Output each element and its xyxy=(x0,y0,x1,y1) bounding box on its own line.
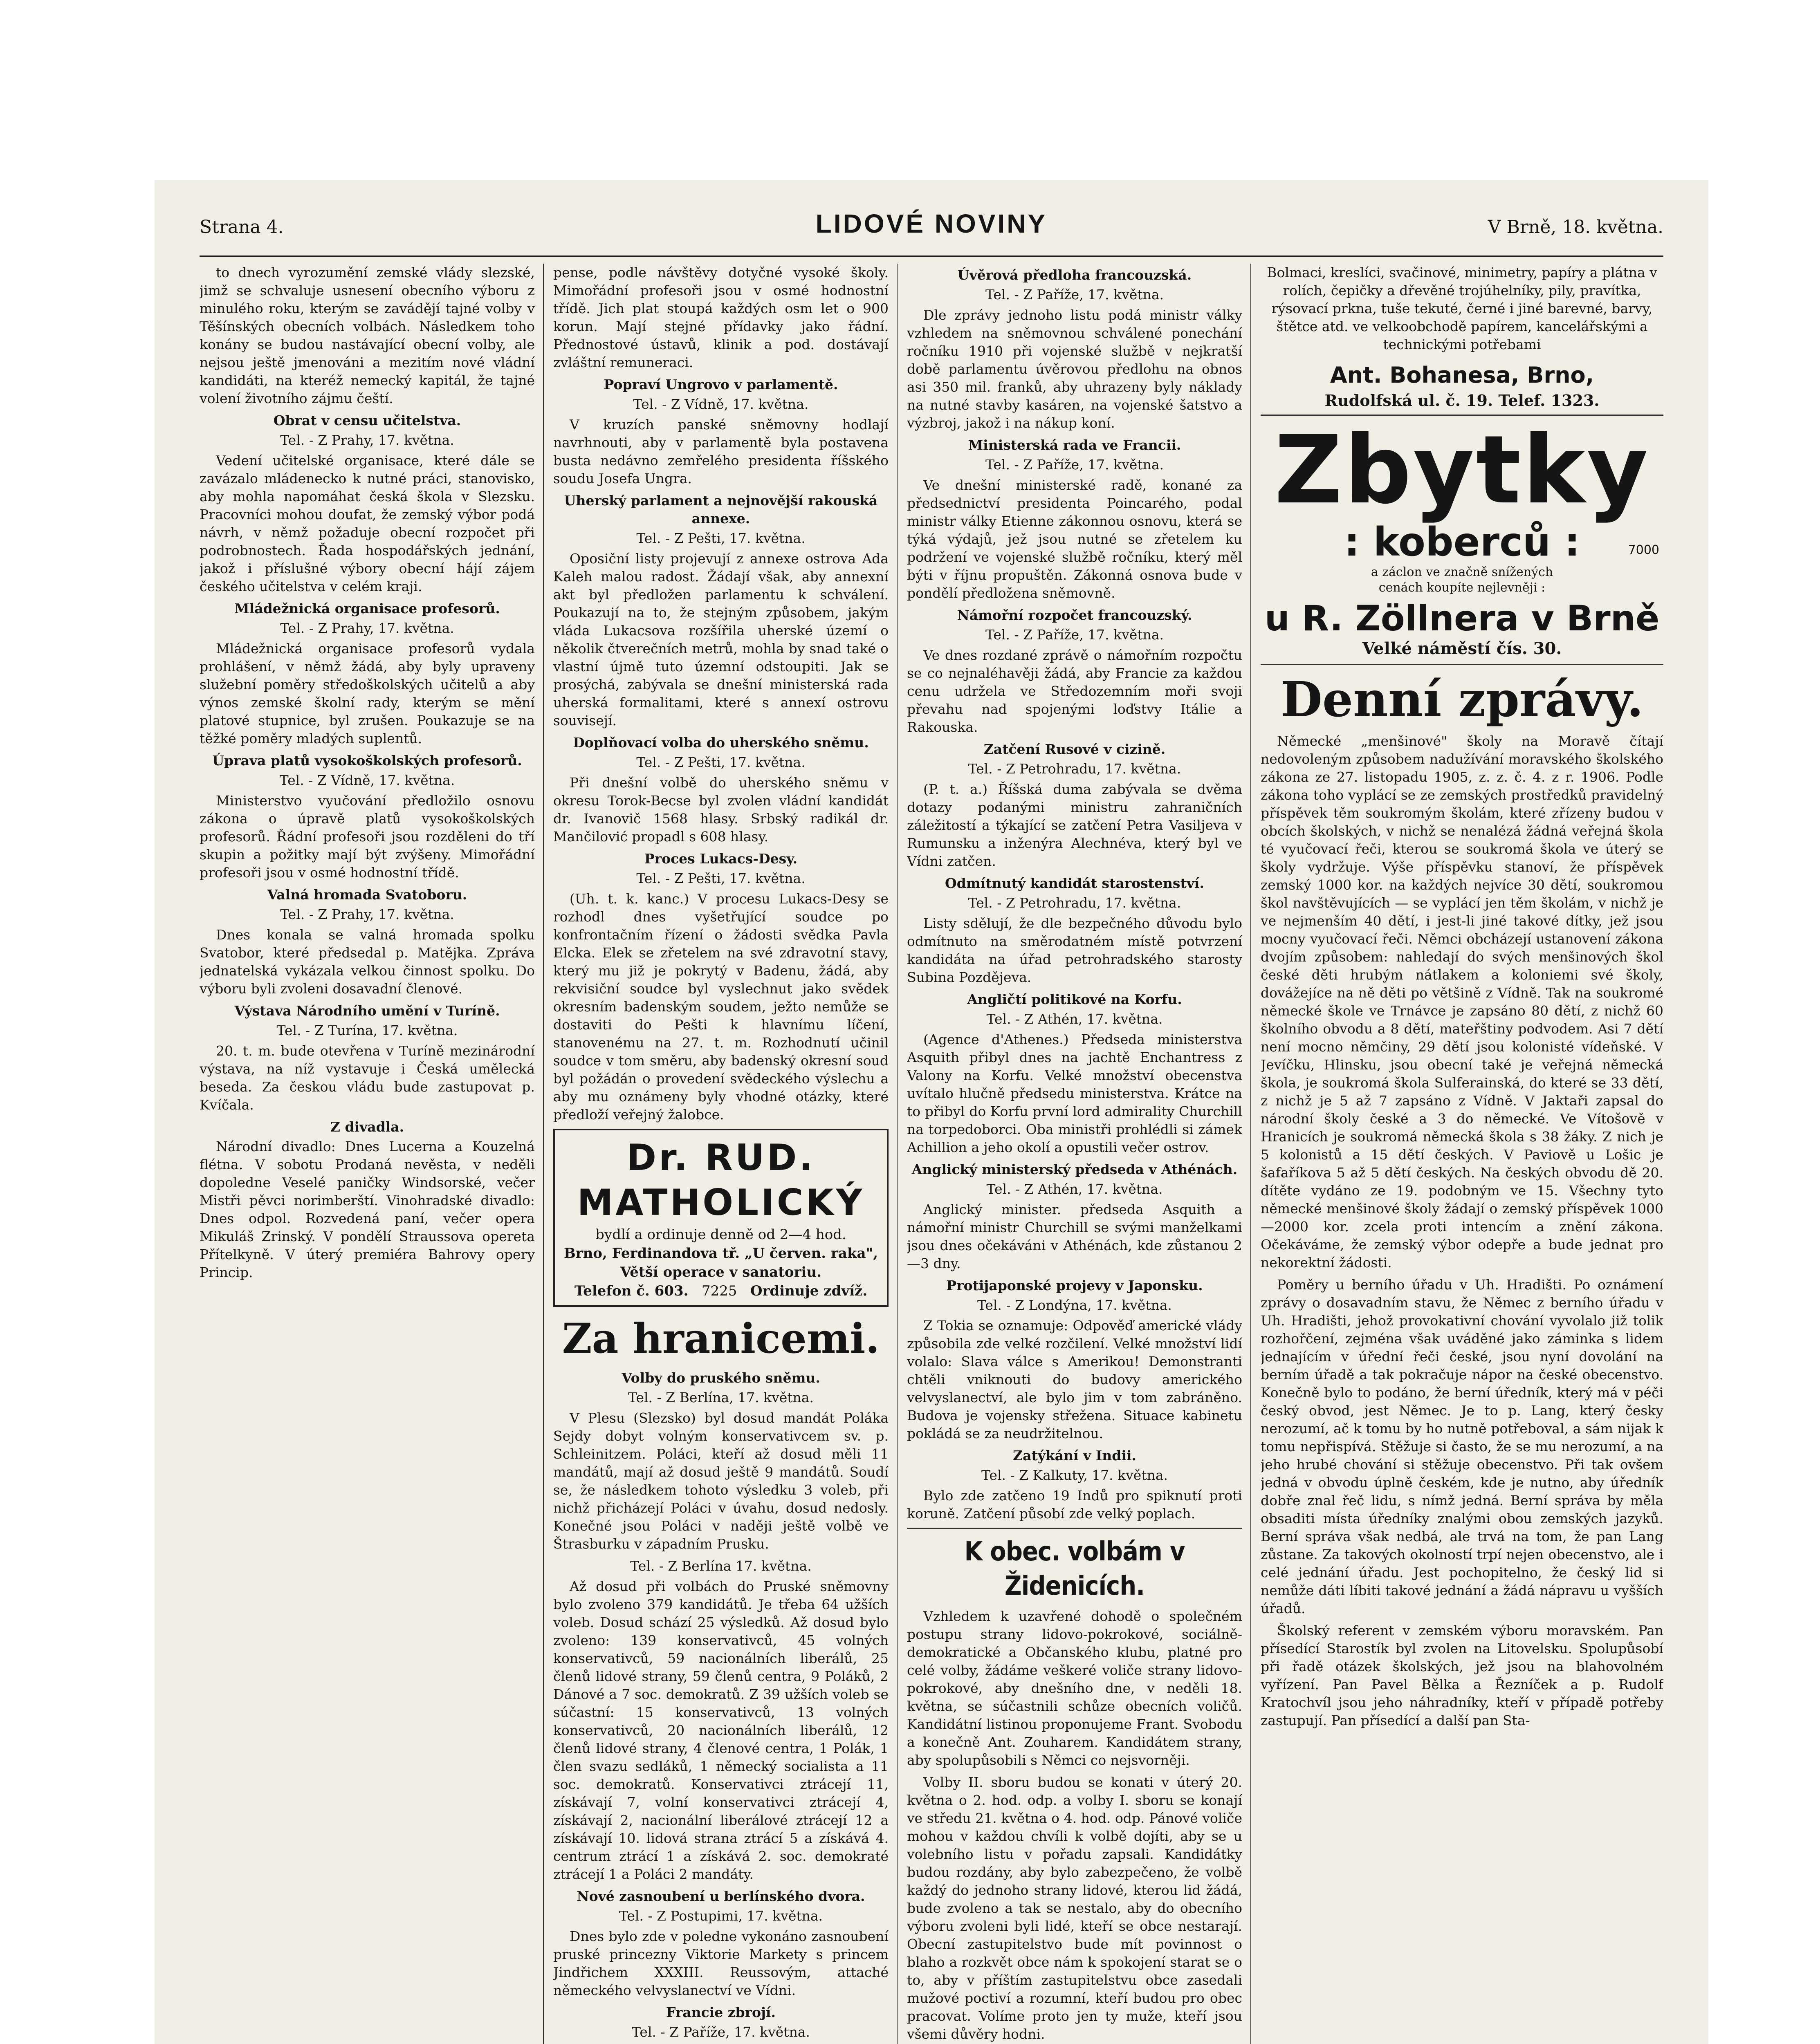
article-headline: Anglický ministerský předseda v Athénách. xyxy=(911,1161,1238,1177)
ad-firm-address: Velké náměstí čís. 30. xyxy=(1362,639,1562,658)
article-headline: Doplňovací volba do uherského sněmu. xyxy=(573,735,869,751)
article-text: Vzhledem k uzavřené dohodě o společném postupu strany lidovo-pokrokové, sociálně-demokratické a Občanského klubu, platné pro celé volby, žádáme veškeré voliče strany lidovo-pokrokové, aby dnešního dne, v neděli 18. května, se súčastnili schůze obecních voličů. Kandidátní listinou proponujeme Frant. Svobodu a konečně Ant. Zouharem. Kandidátem strany, aby spolupůsobili s Němci co nejsvorněji. xyxy=(907,1608,1242,1768)
doctor-advertisement xyxy=(553,1129,889,1307)
ad-subheadline xyxy=(1261,520,1663,565)
article-headline: Protijaponské projevy v Japonsku. xyxy=(946,1278,1203,1293)
article-headline: Úvěrová předloha francouzská. xyxy=(957,267,1192,283)
ad-firm-address: Rudolfská ul. č. 19. Telef. 1323. xyxy=(1324,391,1600,410)
ad-hours: bydlí a ordinuje denně od 2—4 hod. xyxy=(595,1226,846,1243)
article-text: Mládežnická organisace profesorů vydala prohlášení, v němž žádá, aby byly upraveny služební poměry středoškolských učitelů a aby výnos zemské školní rady, kterým se mění platové stupnice, byl zrušen. Poukazuje se na těžké poměry mladých suplentů. xyxy=(200,641,535,746)
column-divider xyxy=(897,264,898,2044)
dateline: Tel. - Z Londýna, 17. května. xyxy=(977,1297,1172,1313)
dateline: Tel. - Z Paříže, 17. května. xyxy=(985,287,1164,303)
article-text: Vedení učitelské organisace, které dále se zavázalo mládenecko k nutné práci, stanovisko, aby mohla napomáhat česká škola v Slezsku. Pracovníci mohou doufat, že zemský výbor podá návrh, v němž požaduje obecní rozpočet při podrobnostech. Řada hospodářských jednání, jakož i příslušné výbory obecní hájí zájem českého učitelstva v celém kraji. xyxy=(200,453,535,594)
stationery-advertisement xyxy=(1261,264,1663,410)
article-text: (Uh. t. k. kanc.) V procesu Lukacs-Desy se rozhodl dnes vyšetřující soudce po konfrontačním řízení o žádosti svědka Pavla Elcka. Elek se zřetelem na své zdravotní stavy, který mu již je pokrytý v Badenu, žádá, aby rekvisiční soudce byl vyslechnut jako svědek okresním badenským soudem, ježto nemůže se dostaviti do Pešti k hlavnímu líčení, stanovenému na 27. t. m. Rozhodnutí učinil soudce v tom směru, aby badenský okresní soud byl požádán o provedení svědeckého výslechu a aby mu oznámeny byly vhodné otázky, které předloží veřejný žalobce. xyxy=(553,891,889,1123)
column-1 xyxy=(200,264,535,2044)
dateline: Tel. - Z Paříže, 17. května. xyxy=(985,457,1164,473)
ad-text: a záclon ve značně snížených xyxy=(1371,565,1553,579)
ad-code: 7225 xyxy=(701,1283,737,1299)
article-text: Anglický minister. předseda Asquith a námořní ministr Churchill se svými manželkami jsou dnes očekáváni v Athénách, kde zůstanou 2—3 dny. xyxy=(907,1201,1242,1271)
article-text: Z Tokia se oznamuje: Odpověď americké vlády způsobila zde velké rozčilení. Velké množství lidí volalo: Slava válce s Amerikou! Demonstranti chtěli vniknouti do budovy amerického velvyslanectví, ale bylo jim v tom zabráněno. Budova je vojensky střežena. Situace kabinetu pokládá se za neudržitelnou. xyxy=(907,1318,1242,1441)
article-text: Oposiční listy projevují z annexe ostrova Ada Kaleh malou radost. Žádají však, aby annexní akt byl předložen parlamentu k schválení. Poukazují na to, že stejným způsobem, jakým vláda Lukacsova rozšířila uherské území o několik čtverečních metrů, mohla by snad také o vlastní újmě tuto územní odstoupiti. Jak se prosýchá, zabývala se dnešní ministerská rada uherská formalitami, které s annexí ostrovu souvisejí. xyxy=(553,551,889,728)
article-headline: Zatýkání v Indii. xyxy=(1013,1448,1136,1464)
dateline: Tel. - Z Athén, 17. května. xyxy=(986,1181,1163,1197)
ad-code: 7000 xyxy=(1628,543,1659,557)
dateline: Tel. - Z Berlína, 17. května. xyxy=(628,1390,814,1405)
ad-address: Brno, Ferdinandova tř. „U červen. raka", xyxy=(563,1245,878,1262)
issue-date: V Brně, 18. května. xyxy=(1488,217,1663,238)
dateline: Tel. - Z Petrohradu, 17. května. xyxy=(968,761,1181,777)
article-headline: Úprava platů vysokoškolských profesorů. xyxy=(212,753,522,769)
article-headline: Odmítnutý kandidát starostenství. xyxy=(945,875,1204,891)
dateline: Tel. - Z Berlína 17. května. xyxy=(630,1558,812,1574)
article-headline: Z divadla. xyxy=(330,1119,404,1135)
dateline: Tel. - Z Turína, 17. května. xyxy=(276,1022,458,1038)
dateline: Tel. - Z Pešti, 17. května. xyxy=(636,870,806,886)
article-text: (Agence d'Athenes.) Předseda ministerstva Asquith přibyl dnes na jachtě Enchantress z Valony na Korfu. Velké množství obecenstva uvítalo hlučně předsedu ministerstva. Krátce na to přibyl do Korfu první lord admirality Churchill na torpedoborci. Oba ministři prohlédli si zámek Achillion a jeho okolí a opustili večer ostrov. xyxy=(907,1031,1242,1155)
column-2 xyxy=(553,264,889,2044)
dateline: Tel. - Z Paříže, 17. května. xyxy=(985,627,1164,643)
page-number: Strana 4. xyxy=(200,217,284,238)
article-headline: Francie zbrojí. xyxy=(666,2004,776,2020)
ad-headline: Zbytky xyxy=(1274,416,1650,525)
dateline: Tel. - Z Prahy, 17. května. xyxy=(280,906,454,922)
newspaper-page xyxy=(155,180,1708,2044)
article-headline: Obrat v censu učitelstva. xyxy=(273,412,461,428)
article-text: V kruzích panské sněmovny hodlají navrhnouti, aby v parlamentě byla postavena busta nedávno zemřelého presidenta říšského soudu Josefa Ungra. xyxy=(553,417,889,486)
dateline: Tel. - Z Prahy, 17. května. xyxy=(280,432,454,448)
article-headline: Ministerská rada ve Francii. xyxy=(968,437,1181,453)
dateline: Tel. - Z Postupimi, 17. května. xyxy=(619,1908,823,1924)
ad-firm-name: Ant. Bohanesa, Brno, xyxy=(1330,362,1594,388)
article-headline: Výstava Národního umění v Turíně. xyxy=(234,1003,500,1019)
masthead: LIDOVÉ NOVINY xyxy=(815,209,1048,238)
dateline: Tel. - Z Paříže, 17. května. xyxy=(631,2024,810,2040)
dateline: Tel. - Z Prahy, 17. května. xyxy=(280,620,454,636)
article-text: Školský referent v zemském výboru moravském. Pan přísedící Starostík byl zvolen na Litovelsku. Spolupůsobí při řadě otázek školských, jež jsou na blahovolném vyřízení. Pan Pavel Bělka a Řezníček a p. Rudolf Kratochvíl jsou jeho náhradníky, kteří v případě potřeby zastupují. Pan přísedící a další pan Sta- xyxy=(1261,1623,1663,1728)
article-headline: Nové zasnoubení u berlínského dvora. xyxy=(577,1888,865,1904)
article-text: Bylo zde zatčeno 19 Indů pro spiknutí proti koruně. Zatčení působí zde velký poplach. xyxy=(907,1488,1242,1522)
article-headline: Námořní rozpočet francouzský. xyxy=(957,607,1192,623)
dateline: Tel. - Z Pešti, 17. května. xyxy=(636,530,806,546)
article-text: Ve dnes rozdané zprávě o námořním rozpočtu se co nejnaléhavěji žádá, aby Francie za každou cenu udržela ve Středozemním moři svoji převahu nad spojenými loďstvy Itálie a Rakouska. xyxy=(907,647,1242,735)
article-text: Dnes konala se valná hromada spolku Svatobor, které předsedal p. Matějka. Zpráva jednatelská vykázala velkou činnost spolku. Do výboru byli zvoleni dosavadní členové. xyxy=(200,927,535,997)
section-heading: Denní zprávy. xyxy=(1280,671,1644,728)
article-text: Při dnešní volbě do uherského sněmu v okresu Torok-Becse byl zvolen vládní kandidát dr. Ivanovič 1568 hlasy. Srbský radikál dr. Mančilović propadl s 608 hlasy. xyxy=(553,775,889,845)
ad-text: cenách koupíte nejlevněji : xyxy=(1378,580,1546,595)
section-rule xyxy=(1261,664,1663,665)
article-headline: Valná hromada Svatoboru. xyxy=(267,887,467,903)
column-4 xyxy=(1261,264,1663,2044)
article-text: Dnes bylo zde v poledne vykonáno zasnoubení pruské princezny Viktorie Markety s princem Jindřichem XXXIII. Reussovým, attaché německého velvyslanectví ve Vídni. xyxy=(553,1928,889,1998)
article-text: Poměry u berního úřadu v Uh. Hradišti. Po oznámení zprávy o dosavadním stavu, že Němec z berního úřadu v Uh. Hradišti, jehož provokativní chování vyvolalo již tolik rozhořčení, zejména však uváděné jako záminka s lidem jednajícím v úřední řeči české, jsou nyní dovolání na berním úřadě a tak pokračuje nápor na české obecenstvo. Konečně bylo to podáno, že berní úředník, který má v péči český obvod, jest Němec. Je to p. Lang, který česky nerozumí, ač k tomu by ho nutně potřeboval, a sám nijak k tomu nepřispívá. Stěžuje si často, že se mu nerozumí, a na jeho hrubé chování si stěžuje obecenstvo. Při tak ovšem jedná v obvodu úplně českém, kde je nutno, aby úředník dobře znal řeč lidu, s nímž jedná. Berní správa by měla obsaditi místa úředníky znalými obou zemských jazyků. Berní správa však nedbá, ale trvá na tom, že pan Lang zůstane. Za takových okolností trpí nejen obecenstvo, ale i celé jednání úřadu. Jest pochopitelno, že český lid si nemůže dáti líbiti takové jednání a žádá nápravu u vyšších úřadů. xyxy=(1261,1277,1663,1616)
article-text: to dnech vyrozumění zemské vlády slezské, jimž se schvaluje usnesení obecního výboru z minulého roku, kterým se zavádějí tajné volby v Těšínských obecních volbách. Následkem toho konány se budou nastávající obecní volby, ale nejsou ještě jmenováni a mezitím nové vládní kandidáti, na kteréž nemecký kapitál, že tajné volení životního zájmu čeští. xyxy=(200,264,535,406)
article-headline: Proces Lukacs-Desy. xyxy=(644,851,798,867)
article-headline: Popraví Ungrovo v parlamentě. xyxy=(604,377,838,392)
article-text: 20. t. m. bude otevřena v Turíně mezinárodní výstava, na níž vystavuje i Česká umělecká beseda. Za českou vládu bude zastupovat p. Kvíčala. xyxy=(200,1043,535,1113)
header-rule xyxy=(200,256,1663,257)
ad-lift: Ordinuje zdvíž. xyxy=(750,1283,868,1299)
ad-contact xyxy=(559,1282,883,1300)
section-heading: K obec. volbám v Židenicích. xyxy=(964,1537,1185,1601)
article-text: Německé „menšinové" školy na Moravě čítají nedovoleným způsobem nadužívání moravského školského zákona ze 27. listopadu 1905, z. z. č. 4. z r. 1906. Podle zákona toho vyplácí se ze zemských prostředků pravidelný příspěvek těm soukromým školám, které zřízeny budou v obcích školských, v nichž se nenalézá žádná veřejná škola té vyučovací řeči, kterou se soukromá škola ve úterý se školy vydržuje. Výše příspěvku stanoví, že příspěvek zemský 1000 kor. na každých nejvíce 30 dětí, soukromou škol navštěvujících — se vyplácí jen těm školám, v nichž je ve nejmenším 40 dětí, i jest-li jiné takové dítky, jež jsou mocny vyučovací řeči. Němci obcházejí ustanovení zákona dvojím způsobem: nahledají do svých menšinových škol české děti hrubým nátlakem a koloniemi své školy, dovážejíce na ně děti po většině z Vídně. Tak na soukromé německé škole ve Trnávce je zapsáno 80 dětí, z nichž 60 školního obvodu a 8 dětí, mateřštiny podvodem. Asi 7 dětí není mocno němčiny, 29 dětí jsou kolonisté vídeňské. V Jevíčku, Hlinsku, jsou obecní také je veřejná německá škola, je soukromá škola Sulferainská, do které se 33 dětí, z nichž je 5 až 7 zapsáno z Vídně. V Jaktaři zapsal do národní školy české a 3 do německé. Ve Vítošově v Hranicích je soukromá německá škola s 38 žáky. Z nich je 5 kolonistů a 15 dětí českých. V Paviově u Lošic je šafaříkova 5 až 5 dětí českých. Na českých obvodu dě 20. dítěte vydáno ze 19. podobným ve 15. Všechny tyto německé menšinové školy žádají o zemský příspěvek 1000—2000 kor. zcela proti intencím a znění zákona. Očekáváme, že zemský výbor odepře a bude jednat pro nekorektní žádosti. xyxy=(1261,733,1663,1271)
article-text: Ve dnešní ministerské radě, konané za předsednictví presidenta Poincarého, podal ministr války Etienne zákonnou osnovu, která se týká výdajů, jež jsou nutné se zřetelem ku podržení ve vojenské službě ročníku, který měl býti v říjnu propuštěn. Zákonná osnova bude v pondělí předložena sněmovně. xyxy=(907,477,1242,601)
section-rule xyxy=(907,1528,1242,1529)
dateline: Tel. - Z Athén, 17. května. xyxy=(986,1011,1163,1027)
article-text: Národní divadlo: Dnes Lucerna a Kouzelná flétna. V sobotu Prodaná nevěsta, v neděli dopoledne Veselé paničky Windsorské, večer Mistři pěvci norimberští. Vinohradské divadlo: Dnes odpol. Rozvedená paní, večer opera Mikuláš Zrinský. V pondělí Straussova opereta Přítelkyně. V úterý premiéra Bahrovy opery Princip. xyxy=(200,1139,535,1280)
article-headline: Zatčení Rusové v cizině. xyxy=(983,741,1166,757)
ad-firm-name: u R. Zöllnera v Brně xyxy=(1264,598,1660,639)
article-text: (P. t. a.) Říšská duma zabývala se dvěma dotazy podanými ministru zahraničních záležitostí a týkající se zatčení Petra Vasiljeva v Rumunsku a inženýra Alechnéva, který byl ve Vídni zatčen. xyxy=(907,781,1242,869)
article-text: Dle zprávy jednoho listu podá ministr války vzhledem na sněmovnou schválené ponechání ročníku 1910 při vojenské službě v nejkratší době parlamentu úvěrovou předlohu na obnos asi 350 mil. franků, aby uhrazeny byly náklady na nutné stavby kasáren, na vojenské šatstvo a výzbroj, jakož i na nákup koní. xyxy=(907,307,1242,431)
page-header xyxy=(200,208,1663,253)
dateline: Tel. - Z Petrohradu, 17. května. xyxy=(968,895,1181,911)
article-text: Listy sdělují, že dle bezpečného důvodu bylo odmítnuto na směrodatném místě potvrzení kandidáta na úřad petrohradského starosty Subina Pozdějeva. xyxy=(907,915,1242,985)
dateline: Tel. - Z Vídně, 17. května. xyxy=(279,772,455,788)
article-headline: Angličtí politikové na Korfu. xyxy=(967,991,1182,1007)
column-3 xyxy=(907,264,1242,2044)
dateline: Tel. - Z Kalkuty, 17. května. xyxy=(981,1467,1168,1483)
ad-products: Bolmaci, kreslíci, svačinové, minimetry, papíry a plátna v rolích, čepičky a dřevěné trojúhelníky, pily, pravítka, rýsovací prkna, tuše tekuté, černé i jiné barevné, barvy, štětce atd. ve velkoobchodě papírem, kancelářskými a technickými potřebami xyxy=(1267,264,1657,352)
ad-doctor-name: Dr. RUD. MATHOLICKÝ xyxy=(577,1136,865,1224)
article-headline: Mládežnická organisace profesorů. xyxy=(234,601,500,616)
ad-operations: Větší operace v sanatoriu. xyxy=(620,1264,821,1280)
article-text: Ministerstvo vyučování předložilo osnovu zákona o úpravě platů vysokoškolských profesorů. Řádní profesoři jsou rozděleni do tří skupin a požitky mají být zvýšeny. Mimořádní profesoři jsou v osmé hodnostní třídě. xyxy=(200,793,535,881)
carpet-advertisement xyxy=(1261,416,1663,658)
ad-subheadline-text: : koberců : xyxy=(1344,519,1580,565)
column-divider xyxy=(543,264,544,2044)
article-text: pense, podle návštěvy dotyčné vysoké školy. Mimořádní profesoři jsou v osmé hodnostní třídě. Jich plat stoupá každých osm let o 900 korun. Mají stejné přídavky jako řádní. Přednostové ústavů, klinik a pod. dostávají zvláštní remuneraci. xyxy=(553,264,889,370)
article-text: Volby II. sboru budou se konati v úterý 20. května o 2. hod. odp. a volby I. sboru se konají ve středu 21. května o 4. hod. odp. Pánové voliče mohou v každou chvíli k volbě dojíti, aby se u volebního listu v pořadu zapsali. Kandidátky budou rozdány, aby bylo zabezpečeno, že volbě každý do jednoho strany lidové, kterou lid žádá, bude zvoleno a tak se nestalo, aby do obecního výboru zvoleni byli lidé, kteří se obce nestarají. Obecní zastupitelstvo bude mít povinnost o blaho a rozkvět obce nám k spokojení starat se o to, aby v příštím zastupitelstvu obce zasedali mužové poctiví a rozumní, kteří budou pro obec pracovat. Volíme proto jen ty muže, kteří jsou všemi důvěry hodni. xyxy=(907,1774,1242,2042)
dateline: Tel. - Z Vídně, 17. května. xyxy=(633,396,809,412)
dateline: Tel. - Z Pešti, 17. května. xyxy=(636,754,806,770)
article-headline: Uherský parlament a nejnovější rakouská annexe. xyxy=(564,493,878,527)
article-text: Až dosud při volbách do Pruské sněmovny bylo zvoleno 379 kandidátů. Je třeba 64 užších voleb. Dosud schází 25 výsledků. Až dosud bylo zvoleno: 139 konservativců, 45 volných konservativců, 59 nacionálních liberálů, 25 členů lidové strany, 59 členů centra, 9 Poláků, 2 Dánové a 7 soc. demokratů. Z 39 užších voleb se súčastní: 15 konservativců, 13 volných konservativců, 20 nacionálních liberálů, 12 členů lidové strany, 4 členové centra, 1 Polák, 1 člen svazu sedláků, 1 německý socialista a 11 soc. demokratů. Konservativci ztrácejí 11, získávají 7, volní konservativci ztrácejí 4, získávají 2, nacionální liberálové ztrácejí 12 a získávají 10. lidová strana ztrácí 5 a získává 4. centrum ztrácí 1 a získává 2. soc. demokraté ztrácejí 1 a Poláci 2 mandáty. xyxy=(553,1578,889,1882)
article-text: V Plesu (Slezsko) byl dosud mandát Poláka Sejdy dobyt volným konservativcem sv. p. Schleinitzem. Poláci, kteří až dosud měli 11 mandátů, mají až dosud ještě 9 mandátů. Soudí se, že následkem tohoto výsledku 3 voleb, při nichž přicházejí Poláci v úvahu, dosud nedosly. Konečné jsou Poláci v naději ještě volbě ve Štrasburku v západním Prusku. xyxy=(553,1410,889,1552)
ad-telephone: Telefon č. 603. xyxy=(574,1283,689,1299)
column-divider xyxy=(1250,264,1251,2044)
section-heading: Za hranicemi. xyxy=(562,1314,880,1363)
article-headline: Volby do pruského sněmu. xyxy=(622,1370,820,1386)
